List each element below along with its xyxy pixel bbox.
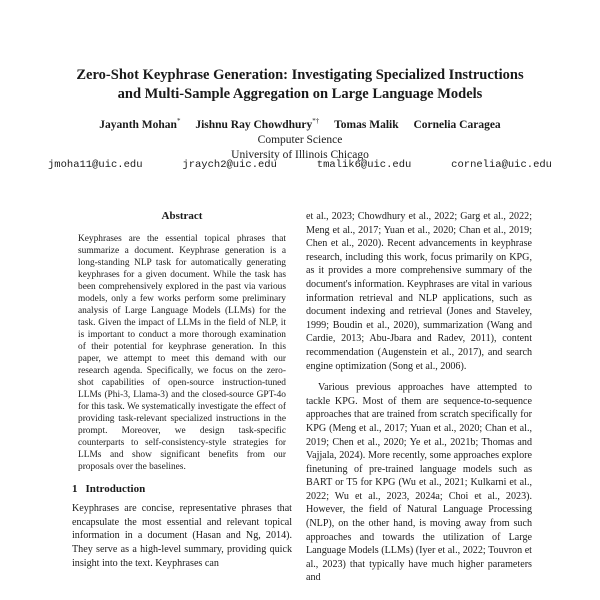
- section-title: Introduction: [85, 482, 146, 495]
- right-column: [306, 210, 532, 585]
- author: Tomas Malik: [334, 118, 399, 131]
- intro-text: Keyphrases are concise, representative phrases that encapsulate the most essential and relevant topical information in a document (Hasan and Ng, 2014). They serve as a high-level summary, providing quick insight into the text. Keyphrases can: [72, 503, 292, 569]
- author: Jayanth Mohan*: [99, 117, 181, 131]
- author: Cornelia Caragea: [413, 118, 501, 131]
- affiliation-univ: University of Illinois Chicago: [231, 148, 369, 161]
- title-line-2: and Multi-Sample Aggregation on Large Language Models: [117, 86, 483, 102]
- email: jraych2@uic.edu: [182, 159, 277, 171]
- affiliation-dept: Computer Science: [257, 133, 343, 146]
- email: cornelia@uic.edu: [451, 159, 552, 171]
- title-line-1: Zero-Shot Keyphrase Generation: Investigating Specialized Instructions: [76, 67, 524, 83]
- left-column: [72, 210, 292, 570]
- author: Jishnu Ray Chowdhury*†: [195, 117, 320, 131]
- abstract-heading: Abstract: [161, 210, 203, 222]
- section-heading-intro: [72, 483, 292, 497]
- author-names: [30, 114, 570, 133]
- author-block: [30, 114, 570, 163]
- abstract-text: Keyphrases are the essential topical phrases that summarize a document. Keyphrase generation is a long-standing NLP task for automatically generating keyphrases for a given document. While the task has been comprehensively explored in the past via various models, only a few works perform some preliminary analysis of Large Language Models (LLMs) for the task. Given the impact of LLMs in the field of NLP, it is important to conduct a more thorough examination of their potential for keyphrase generation. In this paper, we attempt to meet this demand with our research agenda. Specifically, we focus on the zero-shot capabilities of open-source instruction-tuned LLMs (Phi-3, Llama-3) and the closed-source GPT-4o for this task. We systematically investigate the effect of providing task-relevant specialized instructions in the prompt. Moreover, we design task-specific counterparts to self-consistency-style strategies for LLMs and show significant benefits from our proposals over the baselines.: [78, 233, 286, 472]
- email: tmalik6@uic.edu: [316, 159, 412, 171]
- email: jmoha11@uic.edu: [48, 159, 143, 171]
- section-number: 1: [72, 482, 78, 495]
- body-paragraph: Various previous approaches have attempted to tackle KPG. Most of them are sequence-to-sequence approaches that are trained from scratch specifically for KPG (Meng et al., 2017; Yuan et al., 2020; Chan et al., 2019; Chen et al., 2020; Ye et al., 2021b; Thomas and Vajjala, 2024). More recently, some approaches explore finetuning of pre-trained language models such as BART or T5 for KPG (Wu et al., 2021; Kulkarni et al., 2022; Wu et al., 2023, 2024a; Choi et al., 2023). However, the field of Natural Language Processing (NLP), on the other hand, is moving away from such approaches and towards the utilization of Large Language Models (LLMs) (Iyer et al., 2022; Touvron et al., 2023) that typically have much higher parameters and: [306, 382, 532, 584]
- body-paragraph: et al., 2023; Chowdhury et al., 2022; Garg et al., 2022; Meng et al., 2017; Yuan et al., 2020; Chan et al., 2019; Chen et al., 2020). Recent advancements in keyphrase research, including this work, focus primarily on KPG, as it provides a more comprehensive summary of the document's information. Keyphrases are vital in various information retrieval and NLP applications, such as document indexing and retrieval (Jones and Staveley, 1999; Boudin et al., 2020), summarization (Wang and Cardie, 2013; Abu-Jbara and Radev, 2011), content recommendation (Augenstein et al., 2017), and search engine optimization (Song et al., 2006).: [306, 211, 532, 372]
- paper-title: [40, 66, 560, 104]
- email-list: [30, 159, 570, 171]
